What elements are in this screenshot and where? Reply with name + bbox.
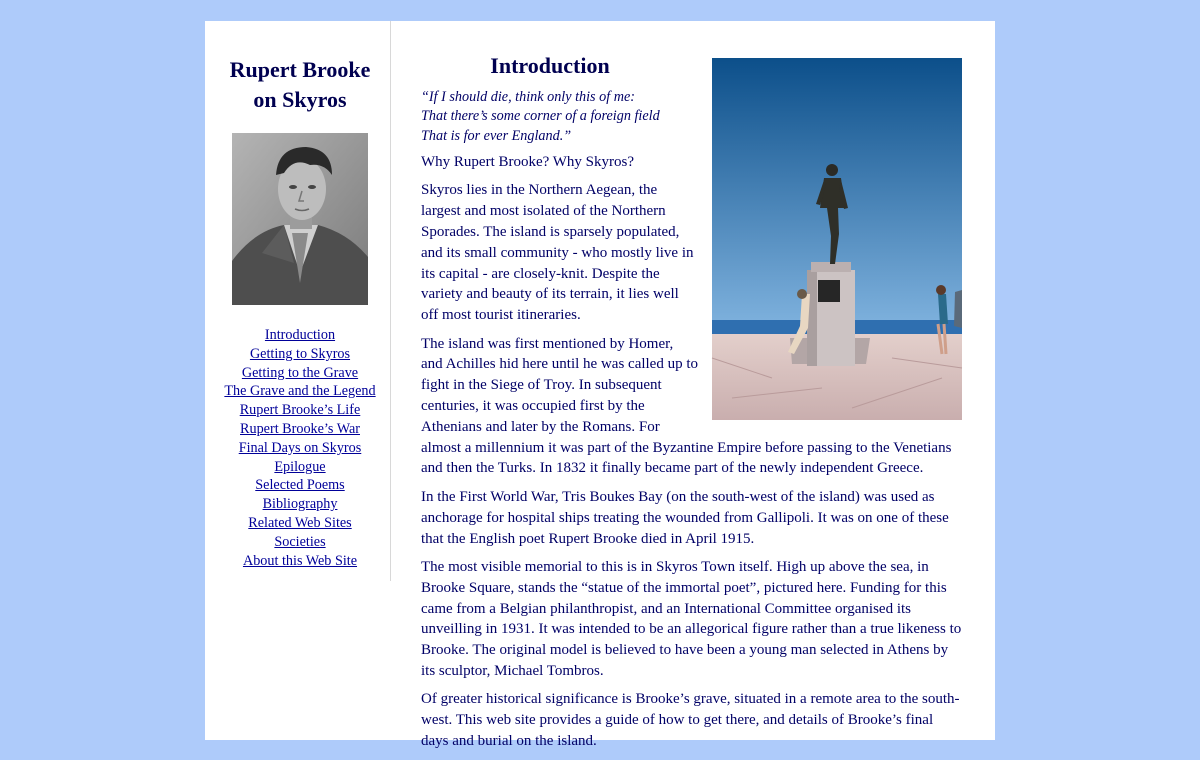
nav-item-selected-poems [205, 476, 395, 495]
nav-item-brookes-life [205, 401, 395, 420]
page-title: Introduction [490, 53, 610, 78]
site-navigation [205, 326, 395, 570]
nav-link-final-days[interactable]: Final Days on Skyros [238, 439, 362, 456]
paragraph-question: Why Rupert Brooke? Why Skyros? [421, 153, 635, 170]
nav-link-related-sites[interactable]: Related Web Sites [248, 514, 352, 531]
nav-item-grave-and-legend [205, 382, 395, 401]
nav-item-epilogue [205, 458, 395, 477]
quote-line-3: That is for ever England.” [421, 127, 572, 144]
nav-link-brookes-life[interactable]: Rupert Brooke’s Life [239, 402, 361, 419]
site-title-line1: Rupert Brooke [229, 57, 371, 82]
nav-item-related-sites [205, 514, 395, 533]
nav-link-about[interactable]: About this Web Site [242, 552, 358, 569]
page-container [205, 21, 995, 750]
nav-item-introduction [205, 326, 395, 345]
paragraph-island-history: The island was first mentioned by Homer, and Achilles hid here until he was called up to fight in the Siege of Troy. In subsequent centuries, it was occupied first by the Athenians and later by the Romans. For almost a millennium it was part of the Byzantine Empire before passing to the Venetians and then the Turks. In 1832 it finally became part of the newly independent Greece. [421, 335, 952, 477]
statue-photo [712, 58, 962, 420]
main-content [421, 51, 962, 760]
nav-item-getting-to-the-grave [205, 364, 395, 383]
nav-item-final-days [205, 439, 395, 458]
site-title-line2: on Skyros [253, 87, 347, 112]
site-title [205, 55, 395, 115]
nav-link-bibliography[interactable]: Bibliography [262, 496, 338, 513]
nav-item-bibliography [205, 495, 395, 514]
paragraph-world-war: In the First World War, Tris Boukes Bay (on the south-west of the island) was used as anchorage for hospital ships treating the wounded from Gallipoli. It was on one of these that the English poet Rupert Brooke died in April 1915. [421, 488, 949, 547]
quote-line-1: “If I should die, think only this of me: [421, 89, 635, 105]
nav-link-introduction[interactable]: Introduction [264, 327, 336, 343]
nav-item-about [205, 552, 395, 571]
nav-link-brookes-war[interactable]: Rupert Brooke’s War [240, 420, 360, 437]
sidebar [205, 21, 391, 581]
nav-link-societies[interactable]: Societies [274, 533, 326, 550]
paragraph-grave: Of greater historical significance is Brooke’s grave, situated in a remote area to the south-west. This web site provides a guide of how to get there, and details of Brooke’s final days and burial on the island. [421, 691, 960, 750]
nav-link-epilogue[interactable]: Epilogue [274, 458, 326, 475]
paragraph-skyros-geography: Skyros lies in the Northern Aegean, the largest and most isolated of the Northern Sporades. The island is sparsely populated, and its small community - who mostly live in its capital - are closely-knit. Despite the variety and beauty of its terrain, it lies well off most tourist itineraries. [421, 182, 694, 324]
nav-link-getting-to-skyros[interactable]: Getting to Skyros [249, 345, 351, 362]
paragraph-memorial: The most visible memorial to this is in Skyros Town itself. High up above the sea, in Brooke Square, stands the “statue of the immortal poet”, pictured here. Funding for this came from a Belgian philanthropist, and an International Committee organised its unveilling in 1931. It was intended to be an allegorical figure rather than a true likeness to Brooke. The original model is believed to have been a young man selected in Athens by its sculptor, Michael Tombros. [421, 558, 962, 679]
nav-item-getting-to-skyros [205, 345, 395, 364]
nav-link-grave-and-legend[interactable]: The Grave and the Legend [224, 383, 376, 400]
nav-link-selected-poems[interactable]: Selected Poems [255, 477, 345, 494]
nav-item-brookes-war [205, 420, 395, 439]
nav-item-societies [205, 533, 395, 552]
quote-line-2: That there’s some corner of a foreign field [421, 108, 660, 125]
nav-link-getting-to-the-grave[interactable]: Getting to the Grave [241, 364, 359, 381]
rupert-brooke-portrait [232, 133, 368, 305]
